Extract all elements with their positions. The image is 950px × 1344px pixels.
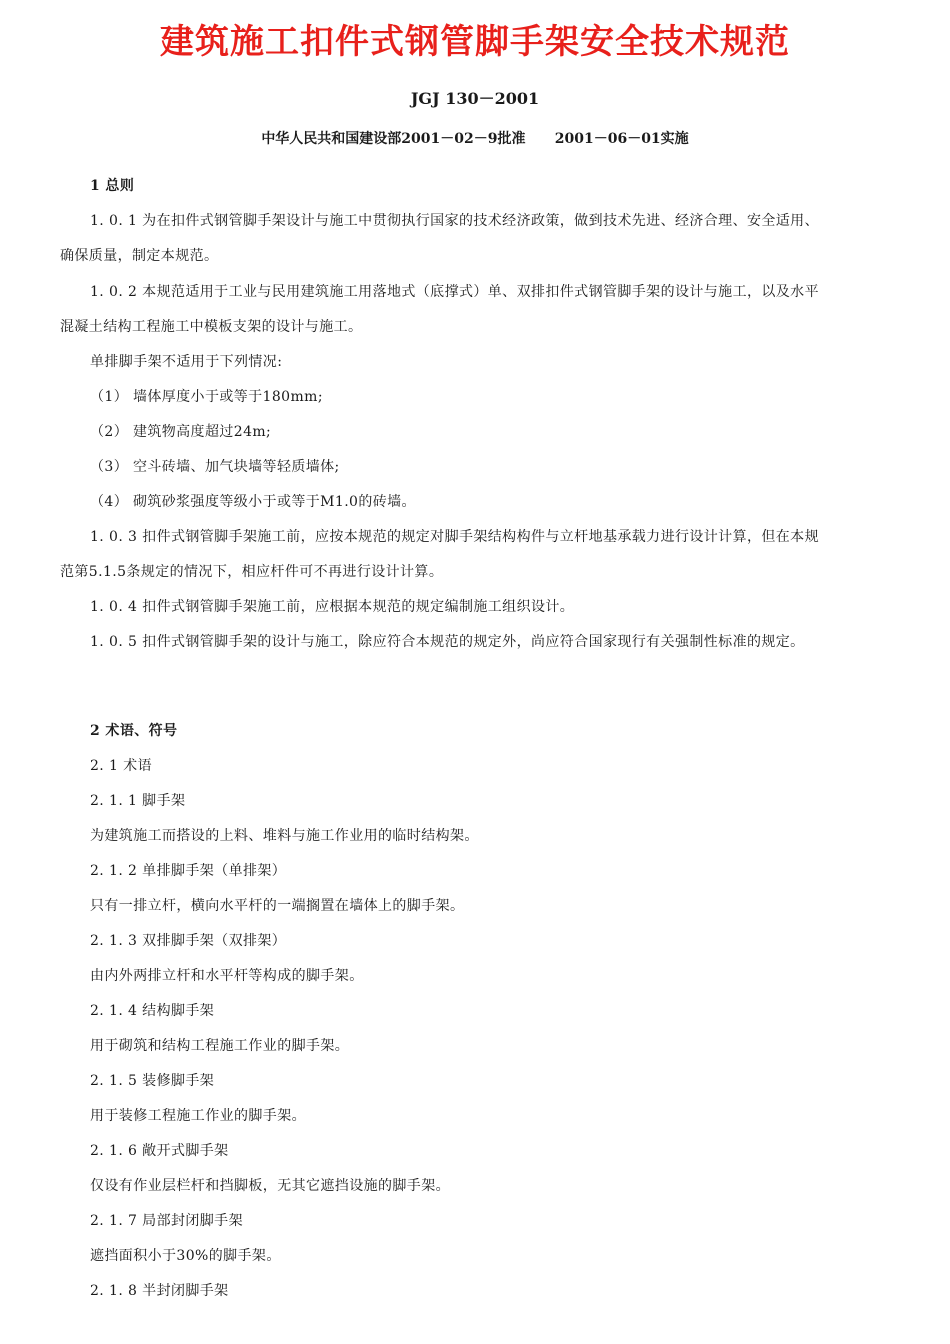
case-item-1: （1） 墙体厚度小于或等于180mm;: [90, 389, 323, 405]
approval-line: 中华人民共和国建设部2001－02－9批准 2001－06－01实施: [261, 131, 689, 147]
single-row-intro: 单排脚手架不适用于下列情况:: [90, 354, 283, 370]
definition-2-1-3: 由内外两排立杆和水平杆等构成的脚手架。: [90, 968, 364, 984]
subsection-terms: 2. 1 术语: [90, 758, 152, 774]
clause-1-0-2: 1. 0. 2 本规范适用于工业与民用建筑施工用落地式（底撑式）单、双排扣件式钢管脚手架的设计与施工，以及水平: [90, 284, 819, 300]
definition-2-1-2: 只有一排立杆，横向水平杆的一端搁置在墙体上的脚手架。: [90, 898, 465, 914]
clause-1-0-1-cont: 确保质量，制定本规范。: [60, 248, 219, 264]
section-heading-general: 1 总则: [90, 178, 135, 194]
term-2-1-4: 2. 1. 4 结构脚手架: [90, 1003, 215, 1019]
definition-2-1-4: 用于砌筑和结构工程施工作业的脚手架。: [90, 1038, 350, 1054]
case-item-2: （2） 建筑物高度超过24m;: [90, 424, 272, 440]
clause-1-0-5: 1. 0. 5 扣件式钢管脚手架的设计与施工，除应符合本规范的规定外，尚应符合国家现行有关强制性标准的规定。: [90, 634, 805, 650]
standard-code: JGJ 130－2001: [410, 89, 540, 108]
definition-2-1-7: 遮挡面积小于30%的脚手架。: [90, 1248, 281, 1264]
definition-2-1-5: 用于装修工程施工作业的脚手架。: [90, 1108, 306, 1124]
clause-1-0-3: 1. 0. 3 扣件式钢管脚手架施工前，应按本规范的规定对脚手架结构构件与立杆地基承载力进行设计计算，但在本规: [90, 529, 819, 545]
clause-1-0-1: 1. 0. 1 为在扣件式钢管脚手架设计与施工中贯彻执行国家的技术经济政策，做到技术先进、经济合理、安全适用、: [90, 213, 819, 229]
clause-1-0-4: 1. 0. 4 扣件式钢管脚手架施工前，应根据本规范的规定编制施工组织设计。: [90, 599, 575, 615]
term-2-1-6: 2. 1. 6 敞开式脚手架: [90, 1143, 229, 1159]
term-2-1-3: 2. 1. 3 双排脚手架（双排架）: [90, 933, 287, 949]
clause-1-0-3-cont: 范第5.1.5条规定的情况下，相应杆件可不再进行设计计算。: [60, 564, 444, 580]
term-2-1-7: 2. 1. 7 局部封闭脚手架: [90, 1213, 243, 1229]
section-heading-terms: 2 术语、符号: [90, 723, 178, 739]
case-item-3: （3） 空斗砖墙、加气块墙等轻质墙体;: [90, 459, 340, 475]
term-2-1-8: 2. 1. 8 半封闭脚手架: [90, 1283, 229, 1299]
term-2-1-5: 2. 1. 5 装修脚手架: [90, 1073, 215, 1089]
clause-1-0-2-cont: 混凝土结构工程施工中模板支架的设计与施工。: [60, 319, 363, 335]
document-title: 建筑施工扣件式钢管脚手架安全技术规范: [160, 22, 790, 62]
definition-2-1-1: 为建筑施工而搭设的上料、堆料与施工作业用的临时结构架。: [90, 828, 479, 844]
term-2-1-1: 2. 1. 1 脚手架: [90, 793, 186, 809]
definition-2-1-6: 仅设有作业层栏杆和挡脚板，无其它遮挡设施的脚手架。: [90, 1178, 450, 1194]
term-2-1-2: 2. 1. 2 单排脚手架（单排架）: [90, 863, 287, 879]
case-item-4: （4） 砌筑砂浆强度等级小于或等于M1.0的砖墙。: [90, 494, 416, 510]
